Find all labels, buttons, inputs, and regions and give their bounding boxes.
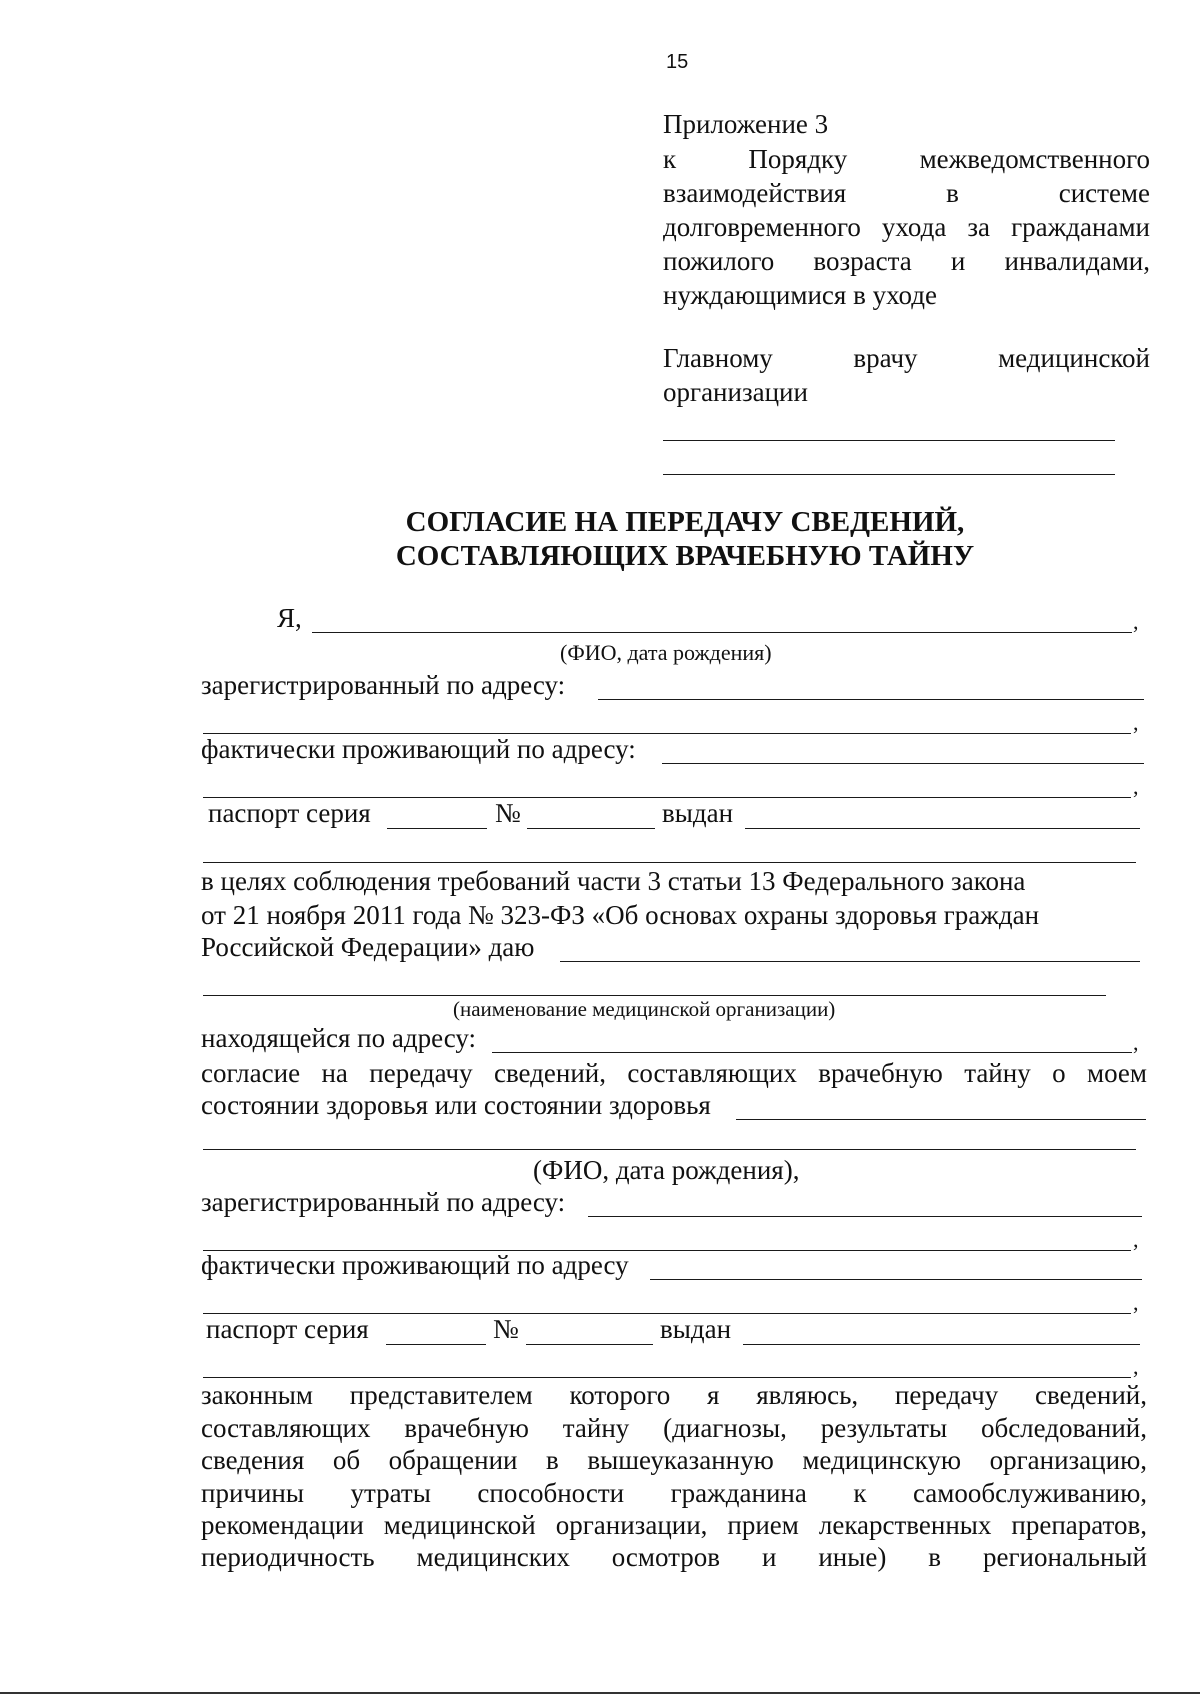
final-text-line: составляющих врачебную тайну (диагнозы, результаты обследований, <box>201 1413 1147 1443</box>
consent-text-line: состоянии здоровья или состоянии здоровья <box>201 1090 711 1120</box>
passport-number-label: № <box>495 798 521 828</box>
passport-number-line-2[interactable] <box>526 1344 653 1345</box>
passport-number-line[interactable] <box>527 828 655 829</box>
final-text-line: рекомендации медицинской организации, прием лекарственных препаратов, <box>201 1510 1147 1540</box>
fio-caption: (ФИО, дата рождения) <box>560 640 772 665</box>
document-title <box>300 505 1070 573</box>
punctuation: , <box>1133 1030 1139 1055</box>
passport-number-label-2: № <box>493 1314 519 1344</box>
passport-issued-label: выдан <box>662 798 734 828</box>
registered-address-line[interactable] <box>598 699 1144 700</box>
addressee-line: организации <box>663 377 808 407</box>
addressee-line: Главному врачу медицинской <box>663 343 1150 373</box>
addressee-blank-line[interactable] <box>663 440 1115 441</box>
consent-text-line: согласие на передачу сведений, составляющих врачебную тайну о моем <box>201 1058 1147 1088</box>
passport-issued-line-2[interactable] <box>203 1377 1131 1378</box>
passport-series-label-2: паспорт серия <box>206 1314 369 1344</box>
fio-blank-line[interactable] <box>312 632 1132 633</box>
appendix-line: пожилого возраста и инвалидами, <box>663 246 1150 276</box>
passport-series-label: паспорт серия <box>208 798 371 828</box>
title-line: СОСТАВЛЯЮЩИХ ВРАЧЕБНУЮ ТАЙНУ <box>395 540 975 572</box>
fio-caption-2: (ФИО, дата рождения), <box>533 1155 800 1185</box>
final-text-line: сведения об обращении в вышеуказанную медицинскую организацию, <box>201 1445 1147 1475</box>
actual-address-label-2: фактически проживающий по адресу <box>201 1250 629 1280</box>
actual-address-line-2[interactable] <box>650 1279 1142 1280</box>
law-text-line: Российской Федерации» даю <box>201 932 535 962</box>
punctuation: , <box>1133 609 1139 634</box>
passport-issued-line[interactable] <box>745 828 1140 829</box>
i-label: Я, <box>277 603 302 633</box>
final-text-line: законным представителем которого я являюсь, передачу сведений, <box>201 1380 1147 1410</box>
page-bottom-edge <box>0 1692 1200 1694</box>
page-number: 15 <box>666 51 689 73</box>
final-text-line: периодичность медицинских осмотров и иные) в региональный <box>201 1542 1147 1572</box>
law-text-line: от 21 ноября 2011 года № 323-ФЗ «Об основах охраны здоровья граждан <box>201 900 1040 930</box>
law-text-line: в целях соблюдения требований части 3 статьи 13 Федерального закона <box>201 866 1026 896</box>
appendix-line: к Порядку межведомственного <box>663 144 1150 174</box>
appendix-line: нуждающимися в уходе <box>663 280 937 310</box>
registered-address-label-2: зарегистрированный по адресу: <box>201 1187 566 1217</box>
actual-address-label: фактически проживающий по адресу: <box>201 734 636 764</box>
appendix-line: взаимодействия в системе <box>663 178 1150 208</box>
final-text-line: причины утраты способности гражданина к самообслуживанию, <box>201 1478 1147 1508</box>
registered-address-label: зарегистрированный по адресу: <box>201 670 566 700</box>
appendix-title: Приложение 3 <box>663 109 829 139</box>
registered-address-line-2[interactable] <box>588 1216 1142 1217</box>
title-line: СОГЛАСИЕ НА ПЕРЕДАЧУ СВЕДЕНИЙ, <box>405 506 965 538</box>
appendix-line: долговременного ухода за гражданами <box>663 212 1150 242</box>
organization-address-line[interactable] <box>492 1052 1132 1053</box>
punctuation: , <box>1133 1290 1139 1315</box>
organization-address-label: находящейся по адресу: <box>201 1023 477 1053</box>
organization-caption: (наименование медицинской организации) <box>453 997 836 1021</box>
punctuation: , <box>1133 1354 1139 1379</box>
represented-person-line[interactable] <box>203 1149 1136 1150</box>
represented-person-line[interactable] <box>736 1119 1146 1120</box>
addressee-blank-line[interactable] <box>663 474 1115 475</box>
passport-issued-line-2[interactable] <box>743 1344 1140 1345</box>
punctuation: , <box>1133 774 1139 799</box>
passport-issued-line[interactable] <box>203 862 1136 863</box>
actual-address-line[interactable] <box>662 763 1144 764</box>
passport-issued-label-2: выдан <box>660 1314 732 1344</box>
passport-series-line-2[interactable] <box>386 1344 486 1345</box>
punctuation: , <box>1133 1227 1139 1252</box>
organization-name-line[interactable] <box>560 961 1140 962</box>
passport-series-line[interactable] <box>387 828 487 829</box>
punctuation: , <box>1133 710 1139 735</box>
